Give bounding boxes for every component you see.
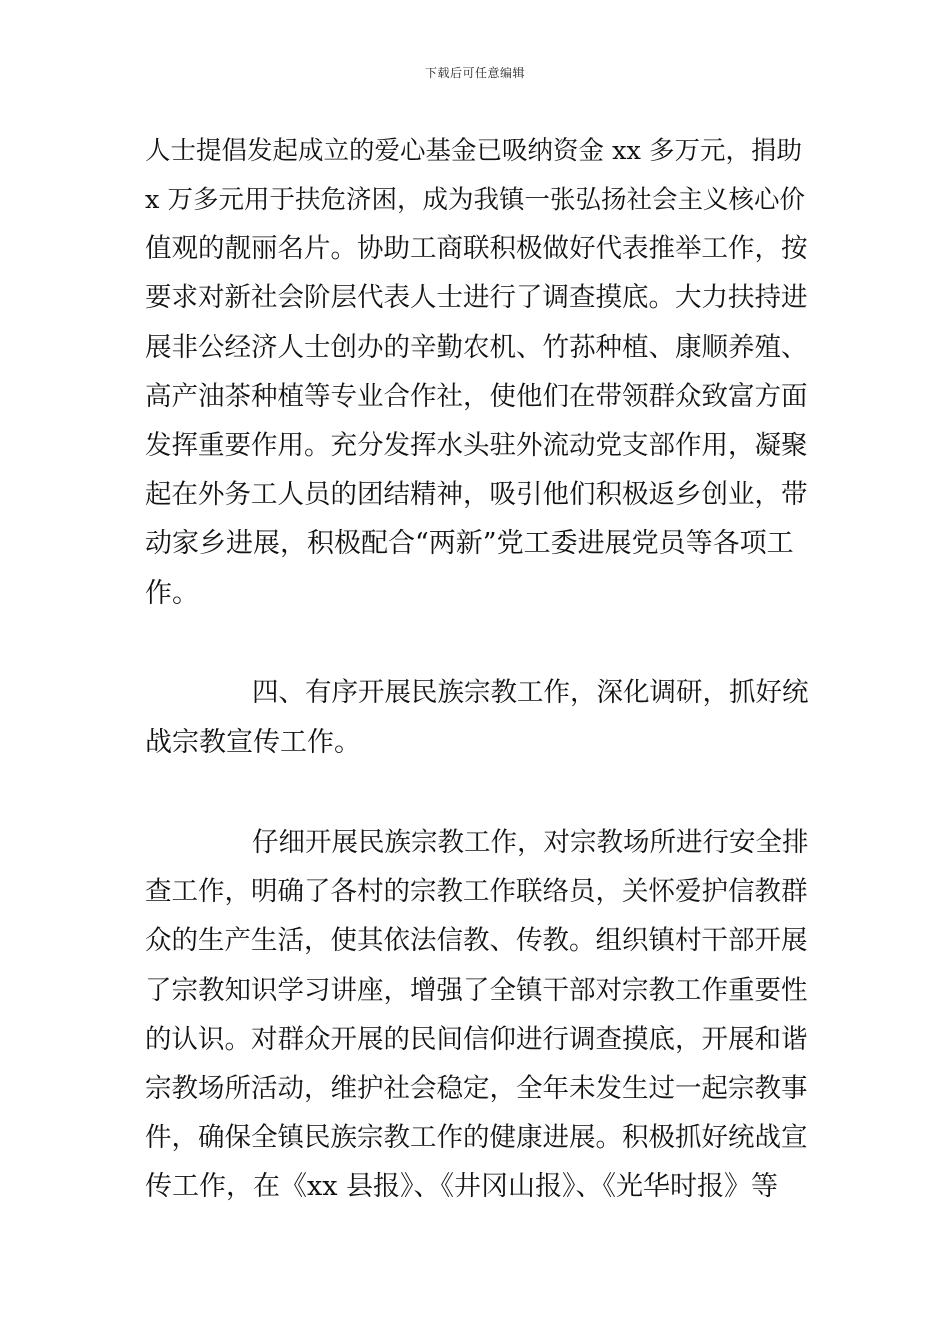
text-line: 起在外务工人员的团结精神，吸引他们积极返乡创业，带 <box>145 479 808 510</box>
text-line: 仔细开展民族宗教工作，对宗教场所进行安全排 <box>252 827 809 858</box>
text-line: 要求对新社会阶层代表人士进行了调查摸底。大力扶持进 <box>145 282 808 313</box>
text-line: 值观的靓丽名片。协助工商联积极做好代表推举工作，按 <box>145 233 808 264</box>
text-line: 众的生产生活，使其依法信教、传教。组织镇村干部开展 <box>145 925 808 956</box>
page-header-note: 下载后可任意编辑 <box>424 66 525 80</box>
text-line: 人士提倡发起成立的爱心基金已吸纳资金 xx 多万元，捐助 <box>145 136 802 166</box>
text-line: 了宗教知识学习讲座，增强了全镇干部对宗教工作重要性 <box>145 975 808 1006</box>
text-line: 动家乡进展，积极配合“两新”党工委进展党员等各项工 <box>145 528 794 559</box>
heading-line: 四、有序开展民族宗教工作，深化调研，抓好统 <box>252 677 809 708</box>
text-line: 件，确保全镇民族宗教工作的健康进展。积极抓好统战宣 <box>145 1122 808 1153</box>
text-line: 发挥重要作用。充分发挥水头驻外流动党支部作用，凝聚 <box>145 430 808 461</box>
text-line: 传工作，在《xx 县报》、《井冈山报》、《光华时报》等 <box>145 1171 779 1202</box>
text-line: 展非公经济人士创办的辛勤农机、竹荪种植、康顺养殖、 <box>145 332 808 363</box>
text-line: 高产油茶种植等专业合作社，使他们在带领群众致富方面 <box>145 381 808 412</box>
text-line: 作。 <box>145 578 199 609</box>
text-line: 的认识。对群众开展的民间信仰进行调查摸底，开展和谐 <box>145 1024 808 1055</box>
heading-line: 战宗教宣传工作。 <box>145 727 361 758</box>
text-line: x 万多元用于扶危济困，成为我镇一张弘扬社会主义核心价 <box>145 185 805 215</box>
text-line: 宗教场所活动，维护社会稳定，全年未发生过一起宗教事 <box>145 1073 808 1104</box>
text-line: 查工作，明确了各村的宗教工作联络员，关怀爱护信教群 <box>145 876 808 907</box>
